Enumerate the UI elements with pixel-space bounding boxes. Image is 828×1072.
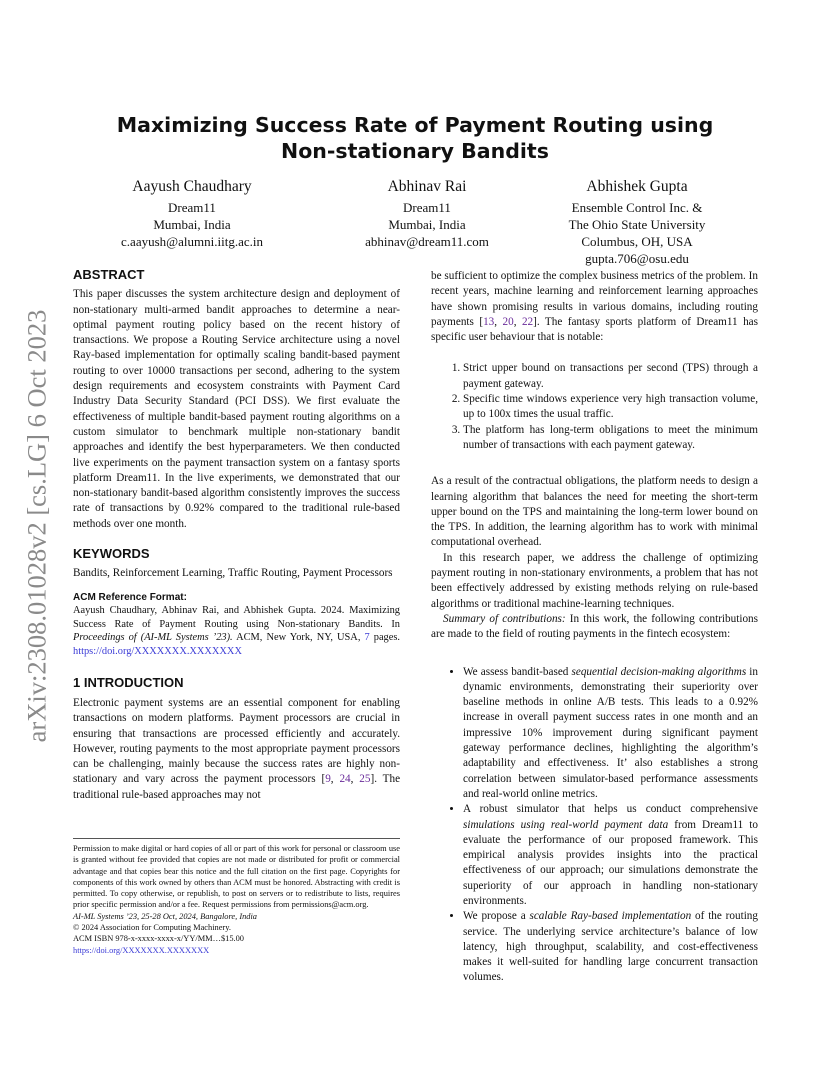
copyright-footnote: [73, 838, 400, 956]
isbn-line: ACM ISBN 978-x-xxxx-xxxx-x/YY/MM…$15.00: [73, 934, 244, 944]
keywords-text: Bandits, Reinforcement Learning, Traffic Routing, Payment Processors: [73, 567, 393, 580]
list-item: 2. Specific time windows experience very high transaction volume, up to 100x times the usual traffic.: [463, 392, 758, 423]
author-name: Aayush Chaudhary: [132, 178, 252, 195]
list-item: 3. The platform has long-term obligations to meet the minimum number of transactions with each payment gateway.: [463, 423, 758, 454]
keywords-heading: KEYWORDS: [73, 546, 150, 562]
right-column: [431, 269, 758, 986]
bullet-emphasis: sequential decision-making algorithms: [571, 665, 747, 678]
introduction-heading: 1 INTRODUCTION: [73, 674, 184, 690]
citation-link[interactable]: 24: [339, 773, 351, 786]
summary-paragraph: [431, 612, 758, 643]
summary-label: Summary of contributions:: [443, 612, 566, 625]
citation-link[interactable]: 13: [483, 315, 495, 328]
author-affiliation: Ensemble Control Inc. &: [571, 200, 703, 215]
author-location: Columbus, OH, USA: [581, 234, 693, 249]
summary-text: In this work, the following contributions are made to the field of routing payments in the fintech ecosystem:: [431, 612, 758, 641]
acm-ref-citation: Aayush Chaudhary, Abhinav Rai, and Abhishek Gupta. 2024. Maximizing Success Rate of Payment Routing using Non-stationary Bandits. In: [73, 605, 400, 630]
author-name: Abhishek Gupta: [586, 178, 688, 195]
author-affiliation-2: The Ohio State University: [568, 217, 706, 232]
bullet-text: We assess bandit-based: [463, 665, 572, 678]
conference-info: AI-ML Systems ’23, 25-28 Oct, 2024, Bangalore, India: [73, 911, 257, 921]
citation-link[interactable]: 20: [502, 315, 514, 328]
list-item: [463, 802, 758, 909]
author-location: Mumbai, India: [388, 217, 466, 232]
acm-reference-text: [73, 604, 400, 658]
arxiv-stamp-text: arXiv:2308.01028v2 [cs.LG] 6 Oct 2023: [21, 309, 52, 743]
arxiv-stamp: [12, 296, 62, 756]
author-block-1: [92, 176, 292, 250]
acm-ref-venue: Proceedings of (AI-ML Systems ’23).: [73, 632, 233, 644]
bullet-text: from Dream11 to evaluate the performance of our proposed framework. This empirical analysis provides insights into the practical effectiveness of our approach; our simulations demonstrate the superiority of our approach in handling non-stationary environments.: [463, 818, 758, 907]
author-affiliation: Dream11: [168, 200, 216, 215]
author-affiliation: Dream11: [403, 200, 451, 215]
author-email: gupta.706@osu.edu: [585, 251, 689, 266]
list-item: [463, 909, 758, 985]
bullet-text: A robust simulator that helps us conduct comprehensive: [463, 803, 758, 816]
citation-link[interactable]: 25: [359, 773, 371, 786]
citation-link[interactable]: 22: [521, 315, 534, 328]
author-block-2: [327, 176, 527, 250]
research-paragraph: In this research paper, we address the challenge of optimizing payment routing in non-stationary environments, a problem that has not been effectively addressed by existing methods relying on rule-based algorithms or traditional machine-learning techniques.: [431, 551, 758, 610]
acm-ref-doi-link[interactable]: https://doi.org/XXXXXXX.XXXXXXX: [73, 646, 242, 658]
bullet-text: of the routing service. The underlying service architecture’s balance of low latency, high throughput, scalability, and cost-effectiveness makes it well-suited for handling large concurrent transaction volumes.: [463, 910, 758, 984]
behaviour-list: [431, 361, 758, 453]
intro-continued-end: ]. The fantasy sports platform of Dream11 has specific user behaviour that is notable:: [431, 315, 758, 344]
abstract-heading: ABSTRACT: [73, 267, 145, 282]
citation-link[interactable]: 9: [325, 773, 331, 786]
list-item: 1. Strict upper bound on transactions per second (TPS) through a payment gateway.: [463, 361, 758, 392]
obligation-paragraph: As a result of the contractual obligations, the platform needs to design a learning algorithm that balances the need for meeting the short-term upper bound on the TPS and maintaining the long-term lower bound on the TPS. In addition, the learning algorithm has to work with minimal computational overhead.: [431, 475, 758, 549]
intro-continued-body: be sufficient to optimize the complex business metrics of the problem. In recent years, machine learning and reinforcement learning approaches have shown promising results in various domains, including routing payments [: [431, 270, 758, 328]
acm-ref-pages-suffix: pages.: [369, 632, 400, 644]
permission-notice: Permission to make digital or hard copies of all or part of this work for personal or classroom use is granted without fee provided that copies are not made or distributed for profit or commercial advantage and that copies bear this notice and the full citation on the first page. Copyrights for components of this work owned by others than ACM must be honored. Abstracting with credit is permitted. To copy otherwise, or republish, to post on servers or to redistribute to lists, requires prior specific permission and/or a fee. Request permissions from permissions@acm.org.: [73, 844, 400, 910]
acm-reference-heading: ACM Reference Format:: [73, 591, 187, 603]
bullet-text: We propose a: [463, 910, 530, 923]
author-email: abhinav@dream11.com: [365, 234, 489, 249]
bullet-emphasis: scalable Ray-based implementation: [529, 910, 692, 923]
acm-ref-pages-link[interactable]: 7: [364, 632, 370, 644]
intro-body: Electronic payment systems are an essential component for enabling transactions on modern platforms. Payment processors are crucial in ensuring that transactions are processed efficiently and accurately. However, routing payments to the most appropriate payment processors can be challenging, mainly because the success rates are highly non-stationary and vary across the payment processors [: [73, 696, 400, 786]
paper-title-line-2: Non-stationary Bandits: [281, 139, 549, 163]
contributions-list: [431, 665, 758, 986]
author-name: Abhinav Rai: [387, 178, 467, 195]
acm-reference: [73, 591, 400, 659]
abstract-text: This paper discusses the system architecture design and deployment of non-stationary multi-armed bandit approaches to determine a near-optimal payment routing policy based on the recent history of transactions. We propose a Routing Service architecture using a novel Ray-based implementation for optimally scaling bandit-based payment routing to over 10000 transactions per second, adhering to the system design requirements and ecosystem constraints with Payment Card Industry Data Security Standard (PCI DSS). We first evaluate the effectiveness of multiple bandit-based payment routing algorithms on a custom simulator to benchmark multiple non-stationary bandit approaches and identify the best hyperparameters. We then conducted live experiments on the payment transaction system on a fantasy sports platform Dream11. In the live experiments, we demonstrated that our non-stationary bandit-based algorithm consistently improves the success rate of transactions by 0.92% compared to the traditional rule-based methods over one month.: [73, 288, 400, 530]
footnote-doi-link[interactable]: https://doi.org/XXXXXXX.XXXXXXX: [73, 945, 210, 955]
bullet-emphasis: simulations using real-world payment data: [463, 818, 669, 831]
intro-continued: be sufficient to optimize the complex business metrics of the problem. In recent years, machine learning and reinforcement learning approaches have shown promising results in various domains, including routing payments [13, 20, 22]. The fantasy sports platform of Dream11 has specific user behaviour that is notable:: [431, 270, 758, 344]
bullet-text: in dynamic environments, demonstrating their superiority over baseline methods in online A/B tests. This leads to a 0.92% increase in overall payment success rates in one month and an impressive 10% improvement during significant payment gateway performance declines, highlighting the algorithm’s adaptability and effectiveness. It’ also establishes a strong correlation between simulator-based performance assessments and real-world online metrics.: [463, 665, 759, 800]
paper-title-line-1: Maximizing Success Rate of Payment Routing using: [116, 113, 714, 137]
copyright-line: © 2024 Association for Computing Machinery.: [73, 923, 231, 933]
left-column: [73, 267, 400, 803]
acm-ref-publisher: ACM, New York, NY, USA,: [232, 632, 365, 644]
intro-body-end: ]. The traditional rule-based approaches may not: [73, 773, 401, 801]
introduction-text: Electronic payment systems are an essential component for enabling transactions on modern platforms. Payment processors are crucial in ensuring that transactions are processed efficiently and accurately. However, routing payments to the most appropriate payment processors can be challenging, mainly because the success rates are highly non-stationary and vary across the payment processors [9, 24, 25]. The traditional rule-based approaches may not: [73, 696, 401, 801]
author-location: Mumbai, India: [153, 217, 231, 232]
list-item: [463, 665, 758, 803]
author-block-3: [537, 176, 737, 267]
author-email: c.aayush@alumni.iitg.ac.in: [121, 234, 263, 249]
